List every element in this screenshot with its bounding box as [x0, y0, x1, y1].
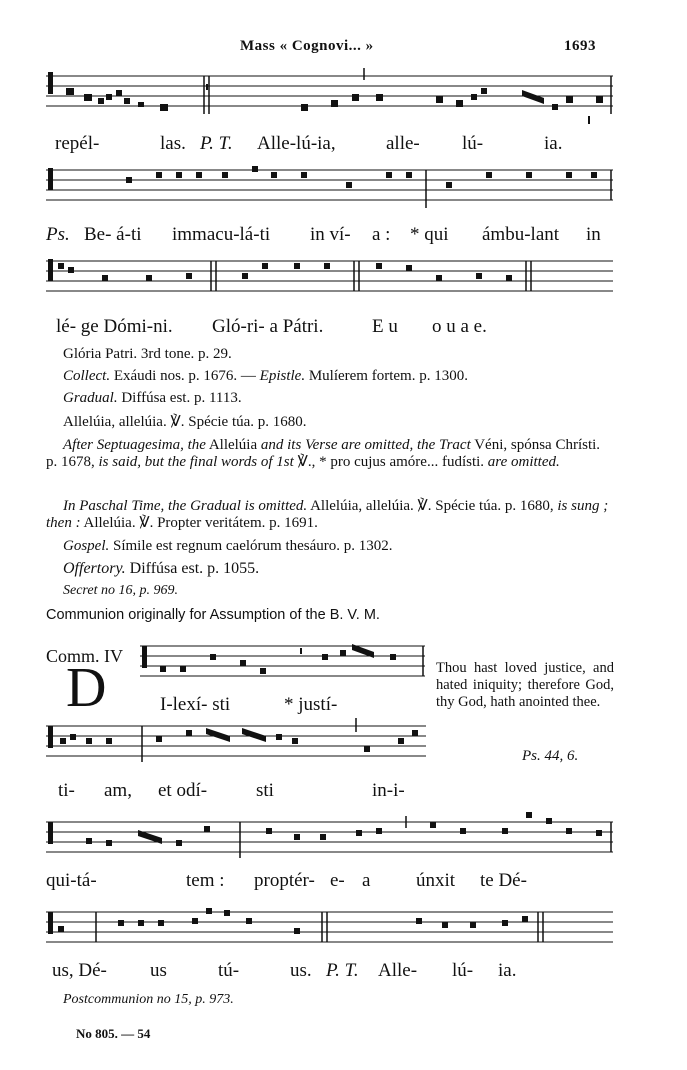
rubric-gospel: Gospel. Símile est regnum caelórum thesáuro. p. 1302.: [63, 538, 393, 554]
syllable: us: [150, 960, 167, 981]
syllable: a: [362, 870, 371, 891]
chant-staff-3: [46, 253, 613, 305]
syllable: sti: [256, 780, 274, 801]
syllable: Ps.: [46, 224, 70, 245]
staff-lines: [46, 253, 613, 305]
syllable: repél-: [55, 133, 100, 154]
communion-staff-2: [46, 718, 426, 768]
syllable: lú-: [452, 960, 474, 981]
staff-lines: [46, 718, 426, 768]
clef-icon: [48, 259, 53, 281]
communion-staff-4: [46, 898, 613, 950]
clef-icon: [48, 726, 53, 748]
syllable: ia.: [544, 133, 563, 154]
syllable: lé- ge Dómi-ni.: [56, 316, 173, 337]
syllable: us, Dé-: [52, 960, 107, 981]
rubric-collect: Collect. Exáudi nos. p. 1676. — Epistle. Mulíerem fortem. p. 1300.: [63, 368, 468, 384]
syllable: ti-: [58, 780, 75, 801]
rubric-secret: Secret no 16, p. 969.: [63, 583, 178, 598]
clef-icon: [48, 912, 53, 934]
syllable: únxit: [416, 870, 456, 891]
rubric-offertory: Offertory. Diffúsa est. p. 1055.: [63, 560, 260, 577]
rubric-gloria: Glória Patri. 3rd tone. p. 29.: [63, 346, 232, 362]
clef-icon: [48, 168, 53, 190]
syllable: las.: [160, 133, 186, 154]
running-title: Mass « Cognovi... »: [240, 38, 374, 54]
staff-lines: [46, 808, 613, 860]
communion-label: Comm. IV: [46, 646, 124, 666]
syllable: e-: [330, 870, 345, 891]
translation-reference: Ps. 44, 6.: [522, 748, 579, 764]
rubric-alleluia: Allelúia, allelúia. ℣. Spécie túa. p. 1680.: [63, 414, 307, 430]
syllable: P. T.: [200, 133, 233, 154]
syllable: Gló-ri- a Pátri.: [212, 316, 324, 337]
translation-text: Thou hast loved justice, and hated iniquity; therefore God, thy God, hath anointed thee.: [436, 660, 614, 710]
syllable: proptér-: [254, 870, 315, 891]
syllable: E u: [372, 316, 398, 337]
postcommunion-rubric: Postcommunion no 15, p. 973.: [63, 992, 234, 1007]
syllable: qui-tá-: [46, 870, 97, 891]
drop-cap-initial: D: [66, 657, 107, 719]
staff-lines: [46, 162, 613, 214]
clef-icon: [142, 646, 147, 668]
syllable: us.: [290, 960, 312, 981]
syllable: lú-: [462, 133, 484, 154]
print-code: No 805. — 54: [76, 1026, 151, 1041]
syllable: ámbu-lant: [482, 224, 560, 245]
syllable: in-i-: [372, 780, 405, 801]
staff-lines: [140, 634, 425, 694]
rubric-paschal: In Paschal Time, the Gradual is omitted. Allelúia, allelúia. ℣. Spécie túa. p. 1680, is sung ; then : Allelúia. ℣. Propter veritátem. p. 1691.: [46, 498, 609, 531]
staff-lines: [46, 898, 613, 950]
chant-staff-1: [46, 66, 613, 126]
syllable: alle-: [386, 133, 420, 154]
syllable: et odí-: [158, 780, 208, 801]
syllable: * qui: [410, 224, 449, 245]
chant-staff-2: [46, 162, 613, 214]
syllable: in ví-: [310, 224, 351, 245]
syllable: in: [586, 224, 601, 245]
clef-icon: [48, 822, 53, 844]
clef-icon: [48, 72, 53, 94]
syllable: * justí-: [284, 694, 338, 715]
rubric-septuagesima: After Septuagesima, the Allelúia and its Verse are omitted, the Tract Véni, spónsa Chrísti. p. 1678, is said, but the final words of 1st ℣., * pro cujus amóre... fudísti. are omitted.: [46, 437, 601, 470]
syllable: am,: [104, 780, 132, 801]
syllable: te Dé-: [480, 870, 527, 891]
syllable: Alle-: [378, 960, 418, 981]
syllable: Be- á-ti: [84, 224, 142, 245]
staff-lines: [46, 66, 613, 126]
syllable: immacu-lá-ti: [172, 224, 271, 245]
syllable: P. T.: [326, 960, 359, 981]
syllable: tú-: [218, 960, 240, 981]
syllable: ia.: [498, 960, 517, 981]
communion-staff-3: [46, 808, 613, 860]
syllable: Alle-lú-ia,: [257, 133, 336, 154]
syllable: a :: [372, 224, 391, 245]
communion-staff-1: [140, 634, 425, 694]
rubric-gradual: Gradual. Diffúsa est. p. 1113.: [63, 390, 242, 406]
page-number: 1693: [564, 38, 596, 54]
syllable: I-lexí- sti: [160, 694, 231, 715]
syllable: tem :: [186, 870, 225, 891]
syllable: o u a e.: [432, 316, 487, 337]
communion-note: Communion originally for Assumption of the B. V. M.: [46, 607, 380, 623]
